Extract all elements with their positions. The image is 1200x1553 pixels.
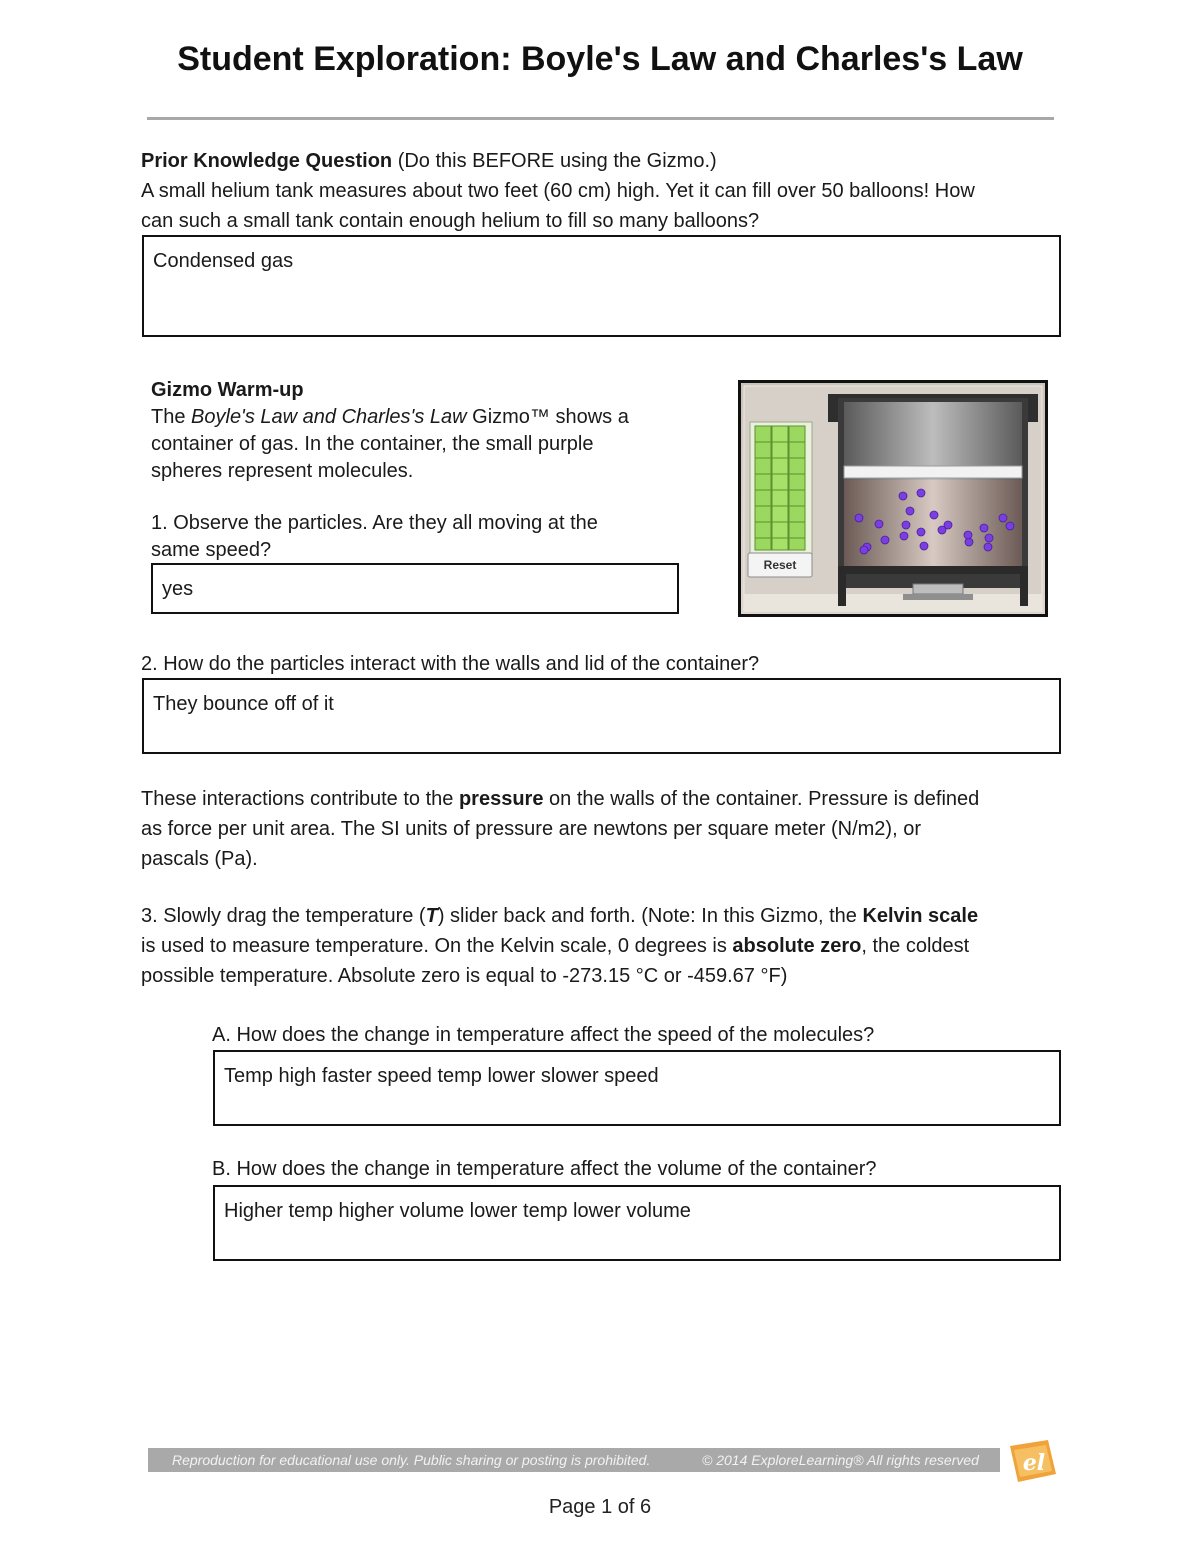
- gas-particle: [980, 524, 988, 532]
- gizmo-illustration: [738, 380, 1048, 617]
- warmup-spacer: [151, 485, 711, 510]
- gas-particle: [917, 489, 925, 497]
- prior-question-line-2: can such a small tank contain enough helium to fill so many balloons?: [141, 210, 760, 232]
- gas-particle: [900, 532, 908, 540]
- q3b-question: B. How does the change in temperature affect the volume of the container?: [212, 1158, 877, 1180]
- gas-particle: [999, 514, 1007, 522]
- reset-label: Reset: [763, 558, 797, 572]
- gas-particle: [860, 546, 868, 554]
- gas-particle: [855, 514, 863, 522]
- q3-line-1: [141, 901, 1071, 931]
- q2-question: 2. How do the particles interact with the walls and lid of the container?: [141, 653, 760, 675]
- prior-question-line-1: A small helium tank measures about two feet (60 cm) high. Yet it can fill over 50 balloons! How: [141, 180, 975, 202]
- gas-container: [828, 394, 1038, 606]
- reset-button[interactable]: [748, 553, 812, 577]
- q1-answer-box[interactable]: yes: [151, 563, 679, 614]
- q3-line-2-b: , the coldest: [861, 935, 970, 957]
- weights-icon: [750, 422, 812, 556]
- gas-particle: [881, 536, 889, 544]
- q1-line-1: 1. Observe the particles. Are they all moving at the: [151, 512, 598, 534]
- explorelearning-logo-icon: [1004, 1436, 1060, 1486]
- pressure-paragraph: [141, 784, 1071, 874]
- q2-answer-box[interactable]: They bounce off of it: [142, 678, 1061, 754]
- q3-line-1-b: ) slider back and forth. (Note: In this Gizmo, the: [437, 905, 863, 927]
- footer-disclaimer: Reproduction for educational use only. Public sharing or posting is prohibited.: [172, 1452, 651, 1468]
- q1-line-2: same speed?: [151, 539, 272, 561]
- absolute-zero-term: absolute zero: [732, 935, 862, 957]
- warmup-line-3: spheres represent molecules.: [151, 460, 414, 482]
- warmup-line-1-pre: The: [151, 406, 192, 428]
- pressure-line-3: pascals (Pa).: [141, 848, 258, 870]
- q3-line-1-a: 3. Slowly drag the temperature (: [141, 905, 426, 927]
- gas-particle: [930, 511, 938, 519]
- prior-knowledge-block: [141, 146, 1071, 236]
- q3-line-2-a: is used to measure temperature. On the Kelvin scale, 0 degrees is: [141, 935, 733, 957]
- title-divider: [147, 117, 1054, 120]
- pressure-line-1-post: on the walls of the container. Pressure is defined: [543, 788, 980, 810]
- q3-line-2: [141, 931, 1071, 961]
- page-title: Student Exploration: Boyle's Law and Charles's Law: [177, 40, 1023, 78]
- gas-particle: [964, 531, 972, 539]
- gas-particle: [875, 520, 883, 528]
- prior-knowledge-heading: Prior Knowledge Question: [141, 150, 393, 172]
- q3-line-3: possible temperature. Absolute zero is equal to -273.15 °C or -459.67 °F): [141, 965, 788, 987]
- prior-knowledge-note: (Do this BEFORE using the Gizmo.): [392, 150, 717, 172]
- gas-particle: [1006, 522, 1014, 530]
- warmup-block: [151, 377, 711, 564]
- q3a-question: A. How does the change in temperature affect the speed of the molecules?: [212, 1024, 875, 1046]
- warmup-line-1: [151, 404, 711, 431]
- gas-particle: [944, 521, 952, 529]
- warmup-line-2: container of gas. In the container, the small purple: [151, 433, 594, 455]
- gizmo-name: Boyle's Law and Charles's Law: [191, 406, 467, 428]
- gas-particle: [899, 492, 907, 500]
- q3-paragraph: [141, 901, 1071, 991]
- pressure-term: pressure: [458, 788, 544, 810]
- warmup-line-1-post: Gizmo™ shows a: [466, 406, 629, 428]
- q3b-answer-box[interactable]: Higher temp higher volume lower temp lower volume: [213, 1185, 1061, 1261]
- q3a-answer-box[interactable]: Temp high faster speed temp lower slower speed: [213, 1050, 1061, 1126]
- gas-particle: [985, 534, 993, 542]
- q3-temperature-symbol: T: [425, 905, 438, 927]
- logo-text: el: [1022, 1450, 1046, 1476]
- pressure-line-1: [141, 784, 1071, 814]
- warmup-heading: Gizmo Warm-up: [151, 379, 304, 401]
- prior-knowledge-heading-line: [141, 146, 1071, 176]
- kelvin-scale-term: Kelvin scale: [862, 905, 979, 927]
- gas-particle: [906, 507, 914, 515]
- footer-copyright: © 2014 ExploreLearning® All rights reserved: [702, 1452, 979, 1468]
- pressure-line-2: as force per unit area. The SI units of pressure are newtons per square meter (N/m2), or: [141, 818, 921, 840]
- gas-particle: [917, 528, 925, 536]
- gas-particle: [984, 543, 992, 551]
- gas-particle: [902, 521, 910, 529]
- gas-particle: [920, 542, 928, 550]
- pressure-line-1-pre: These interactions contribute to the: [141, 788, 459, 810]
- page-number: Page 1 of 6: [548, 1496, 652, 1518]
- gizmo-screenshot: [738, 380, 1048, 617]
- prior-answer-box[interactable]: Condensed gas: [142, 235, 1061, 337]
